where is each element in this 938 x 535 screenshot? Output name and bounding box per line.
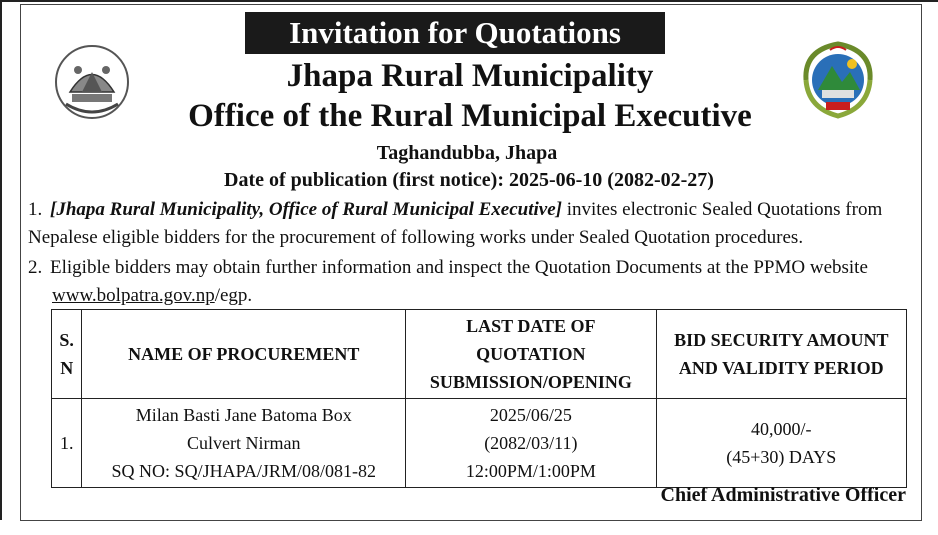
paragraph-2-number: 2. <box>28 257 43 278</box>
row-submission-date <box>406 399 656 488</box>
bolpatra-link[interactable]: www.bolpatra.gov.np <box>52 285 215 306</box>
paragraph-2-tail: /egp. <box>214 285 253 306</box>
header-date: LAST DATE OF QUOTATION SUBMISSION/OPENING <box>406 310 656 399</box>
municipality-logo-icon <box>796 38 880 122</box>
header-sn: S. N <box>52 310 82 399</box>
row-sn: 1. <box>52 399 82 488</box>
office-name: Office of the Rural Municipal Executive <box>188 98 752 134</box>
left-border <box>0 0 2 520</box>
procurement-table <box>51 309 907 488</box>
row-bid-security <box>656 399 906 488</box>
paragraph-1-number: 1. <box>28 199 43 220</box>
signatory: Chief Administrative Officer <box>660 484 906 506</box>
procurement-name-line1: Milan Basti Jane Batoma Box <box>135 405 352 425</box>
table-row <box>52 399 907 488</box>
date-ad: 2025/06/25 <box>489 405 572 425</box>
header-security: BID SECURITY AMOUNT AND VALIDITY PERIOD <box>656 310 906 399</box>
paragraph-2 <box>28 254 908 310</box>
publication-date: Date of publication (first notice): 2025-06-10 (2082-02-27) <box>224 169 714 191</box>
address: Taghandubba, Jhapa <box>376 142 558 164</box>
paragraph-1-org: [Jhapa Rural Municipality, Office of Rural Municipal Executive] <box>50 199 562 220</box>
top-border <box>0 0 938 2</box>
paragraph-2-text: Eligible bidders may obtain further information and inspect the Quotation Documents at the PPMO website <box>50 257 868 278</box>
procurement-sq-number: SQ NO: SQ/JHAPA/JRM/08/081-82 <box>111 461 376 481</box>
org-name: Jhapa Rural Municipality <box>286 58 654 94</box>
nepal-emblem-icon <box>52 42 132 122</box>
paragraph-1 <box>28 196 908 252</box>
header-name: NAME OF PROCUREMENT <box>82 310 406 399</box>
security-amount: 40,000/- <box>751 419 812 439</box>
notice-title: Invitation for Quotations <box>245 12 665 54</box>
row-procurement-name <box>82 399 406 488</box>
submission-time: 12:00PM/1:00PM <box>465 461 596 481</box>
procurement-name-line2: Culvert Nirman <box>187 433 301 453</box>
validity-period: (45+30) DAYS <box>726 447 837 467</box>
paragraph-1-text: invites electronic Sealed Quotations from Nepalese eligible bidders for the procurement of following works under Sealed Quotation procedures. <box>28 199 883 248</box>
date-bs: (2082/03/11) <box>484 433 578 453</box>
